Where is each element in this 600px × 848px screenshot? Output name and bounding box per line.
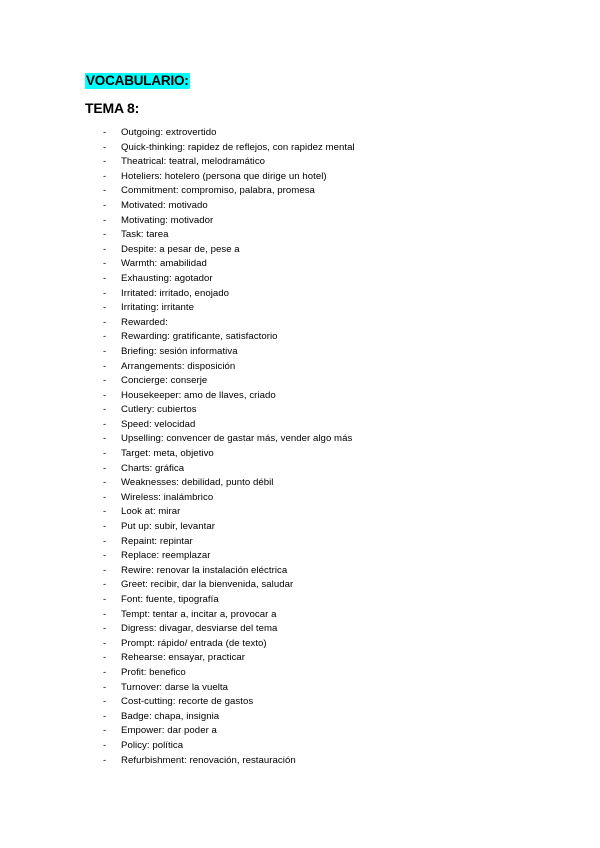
vocabulary-item [103,549,355,564]
bullet-dash: - [103,272,107,284]
vocabulary-item [103,155,355,170]
vocabulary-item [103,739,355,754]
vocabulary-entry: Arrangements: disposición [121,360,236,372]
vocabulary-entry: Prompt: rápido/ entrada (de texto) [121,637,267,649]
vocabulary-item [103,374,355,389]
vocabulary-item [103,243,355,258]
vocabulary-entry: Warmth: amabilidad [121,258,207,270]
vocabulary-item [103,126,355,141]
document-title: VOCABULARIO: [86,73,189,88]
bullet-dash: - [103,243,107,255]
vocabulary-entry: Digress: divagar, desviarse del tema [121,623,278,635]
vocabulary-item [103,593,355,608]
bullet-dash: - [103,375,107,387]
vocabulary-entry: Exhausting: agotador [121,272,213,284]
vocabulary-entry: Housekeeper: amo de llaves, criado [121,389,276,401]
vocabulary-entry: Rewarding: gratificante, satisfactorio [121,331,278,343]
vocabulary-item [103,651,355,666]
vocabulary-item [103,272,355,287]
vocabulary-entry: Despite: a pesar de, pese a [121,243,240,255]
vocabulary-item [103,184,355,199]
vocabulary-entry: Charts: gráfica [121,462,185,474]
vocabulary-entry: Tempt: tentar a, incitar a, provocar a [121,608,277,620]
vocabulary-entry: Concierge: conserje [121,375,208,387]
bullet-dash: - [103,506,107,518]
vocabulary-item [103,316,355,331]
vocabulary-item [103,724,355,739]
vocabulary-entry: Irritating: irritante [121,302,195,314]
vocabulary-item [103,257,355,272]
bullet-dash: - [103,360,107,372]
vocabulary-item [103,403,355,418]
vocabulary-entry: Commitment: compromiso, palabra, promesa [121,185,315,197]
bullet-dash: - [103,564,107,576]
vocabulary-entry: Turnover: darse la vuelta [121,681,229,693]
vocabulary-item [103,564,355,579]
vocabulary-item [103,608,355,623]
vocabulary-entry: Irritated: irritado, enojado [121,287,230,299]
bullet-dash: - [103,389,107,401]
vocabulary-item [103,476,355,491]
bullet-dash: - [103,710,107,722]
bullet-dash: - [103,331,107,343]
bullet-dash: - [103,302,107,314]
vocabulary-entry: Briefing: sesión informativa [121,345,238,357]
vocabulary-entry: Put up: subir, levantar [121,521,215,533]
bullet-dash: - [103,433,107,445]
bullet-dash: - [103,199,107,211]
vocabulary-item [103,491,355,506]
vocabulary-item [103,360,355,375]
bullet-dash: - [103,594,107,605]
bullet-dash: - [103,681,107,693]
bullet-dash: - [103,623,107,635]
vocabulary-entry: Cutlery: cubiertos [121,404,197,416]
bullet-dash: - [103,608,107,620]
vocabulary-entry: Upselling: convencer de gastar más, vender algo más [121,433,353,445]
vocabulary-entry: Motivated: motivado [121,199,208,211]
vocabulary-entry: Wireless: inalámbrico [121,491,214,503]
vocabulary-entry: Weaknesses: debilidad, punto débil [121,477,274,489]
vocabulary-entry: Rewarded: [121,316,168,328]
vocabulary-item [103,199,355,214]
bullet-dash: - [103,637,107,649]
bullet-dash: - [103,754,107,766]
vocabulary-item [103,710,355,725]
bullet-dash: - [103,214,107,226]
bullet-dash: - [103,550,107,562]
bullet-dash: - [103,652,107,664]
vocabulary-entry: Policy: política [121,739,184,751]
vocabulary-entry: Outgoing: extrovertido [121,127,217,138]
vocabulary-item [103,637,355,652]
vocabulary-item [103,754,355,769]
vocabulary-item [103,622,355,637]
vocabulary-entry: Profit: benefico [121,666,186,678]
vocabulary-item [103,447,355,462]
vocabulary-item [103,345,355,360]
vocabulary-entry: Theatrical: teatral, melodramático [121,156,266,168]
vocabulary-item [103,287,355,302]
vocabulary-item [103,520,355,535]
vocabulary-item [103,389,355,404]
vocabulary-item [103,170,355,185]
bullet-dash: - [103,185,107,197]
vocabulary-entry: Rewire: renovar la instalación eléctrica [121,564,288,576]
vocabulary-entry: Task: tarea [121,229,169,241]
vocabulary-entry: Greet: recibir, dar la bienvenida, saludar [121,579,294,591]
bullet-dash: - [103,696,107,708]
bullet-dash: - [103,448,107,460]
bullet-dash: - [103,491,107,503]
bullet-dash: - [103,127,107,138]
vocabulary-item [103,535,355,550]
bullet-dash: - [103,462,107,474]
bullet-dash: - [103,141,107,153]
bullet-dash: - [103,418,107,430]
bullet-dash: - [103,739,107,751]
vocabulary-item [103,695,355,710]
vocabulary-list [103,126,355,768]
vocabulary-entry: Target: meta, objetivo [121,448,214,460]
vocabulary-entry: Cost-cutting: recorte de gastos [121,696,254,708]
bullet-dash: - [103,170,107,182]
vocabulary-item [103,681,355,696]
bullet-dash: - [103,521,107,533]
bullet-dash: - [103,287,107,299]
bullet-dash: - [103,477,107,489]
vocabulary-entry: Rehearse: ensayar, practicar [121,652,246,664]
vocabulary-entry: Quick-thinking: rapidez de reflejos, con rapidez mental [121,141,355,153]
vocabulary-item [103,462,355,477]
bullet-dash: - [103,725,107,737]
vocabulary-entry: Look at: mirar [121,506,181,518]
vocabulary-entry: Replace: reemplazar [121,550,211,562]
bullet-dash: - [103,258,107,270]
vocabulary-item [103,301,355,316]
vocabulary-item [103,214,355,229]
vocabulary-item [103,578,355,593]
vocabulary-item [103,330,355,345]
vocabulary-item [103,432,355,447]
section-heading: TEMA 8: [85,100,140,116]
bullet-dash: - [103,156,107,168]
vocabulary-entry: Speed: velocidad [121,418,196,430]
vocabulary-item [103,666,355,681]
bullet-dash: - [103,666,107,678]
vocabulary-entry: Font: fuente, tipografía [121,594,219,605]
vocabulary-item [103,505,355,520]
bullet-dash: - [103,345,107,357]
vocabulary-item [103,228,355,243]
vocabulary-item [103,141,355,156]
vocabulary-entry: Refurbishment: renovación, restauración [121,754,296,766]
vocabulary-item [103,418,355,433]
bullet-dash: - [103,579,107,591]
bullet-dash: - [103,229,107,241]
bullet-dash: - [103,316,107,328]
vocabulary-entry: Badge: chapa, insignia [121,710,220,722]
vocabulary-entry: Hoteliers: hotelero (persona que dirige un hotel) [121,170,327,182]
vocabulary-entry: Empower: dar poder a [121,725,217,737]
bullet-dash: - [103,535,107,547]
bullet-dash: - [103,404,107,416]
vocabulary-entry: Motivating: motivador [121,214,214,226]
vocabulary-entry: Repaint: repintar [121,535,193,547]
